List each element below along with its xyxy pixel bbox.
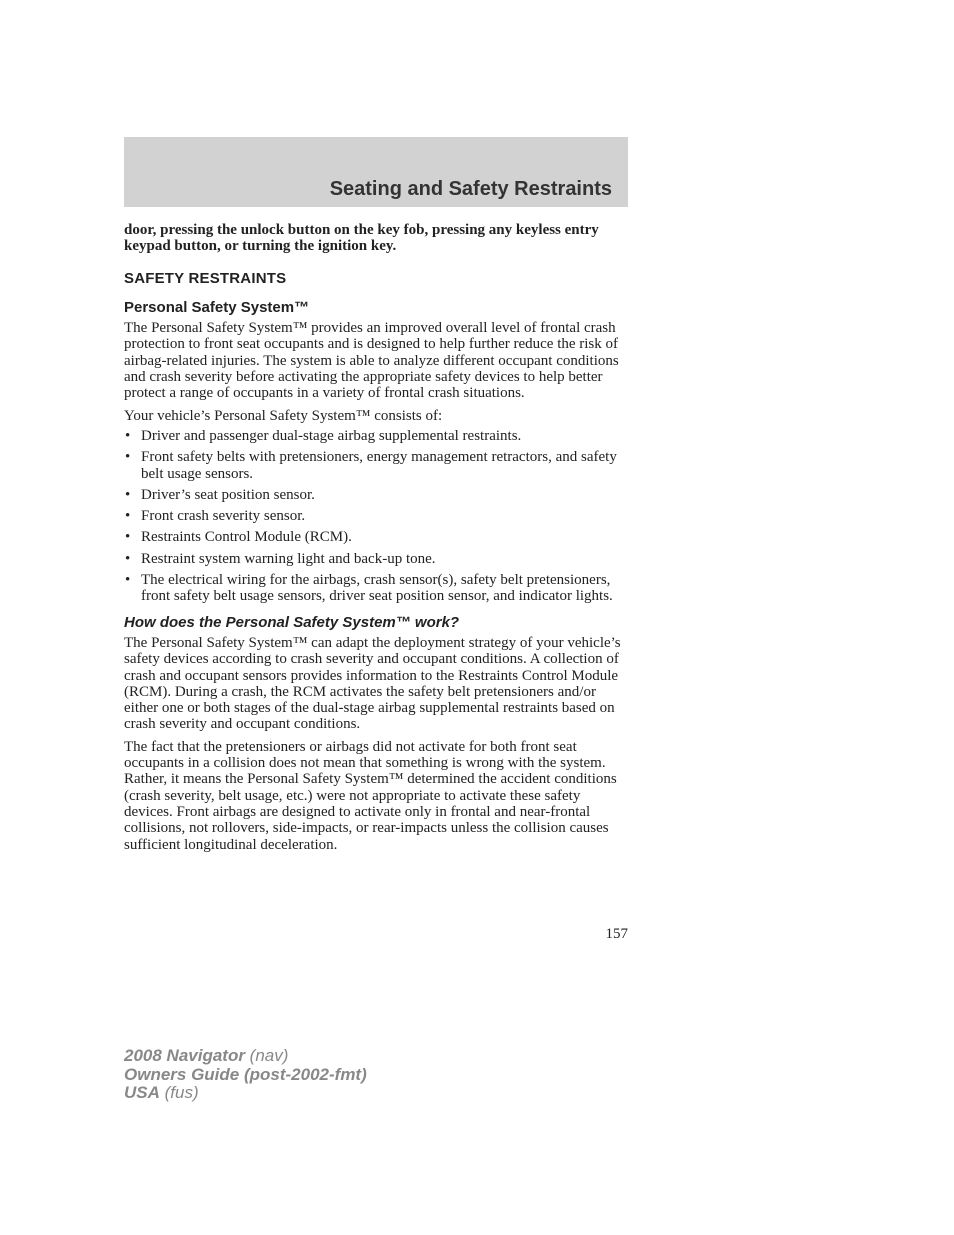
footer-line-3: USA (fus) xyxy=(124,1083,199,1102)
list-item: • Driver’s seat position sensor. xyxy=(125,486,315,503)
footer-doc-info xyxy=(124,1047,367,1103)
component-list xyxy=(124,428,630,605)
list-item: • Restraint system warning light and back-up tone. xyxy=(125,550,436,567)
subheading-personal-safety-system: Personal Safety System™ xyxy=(124,298,310,316)
page-title: Seating and Safety Restraints xyxy=(329,178,612,200)
paragraph-intro: The Personal Safety System™ provides an improved overall level of frontal crash protection to front seat occupants and is designed to help further reduce the risk of airbag-related injuries. The system is able to analyze different occupant conditions and crash severity before activating the appropriate safety devices to help better protect a range of occupants in a variety of frontal crash situations. xyxy=(124,320,619,402)
bullet-icon: • xyxy=(125,529,131,546)
footer-line-1: 2008 Navigator (nav) xyxy=(124,1046,289,1065)
paragraph-consists-of: Your vehicle’s Personal Safety System™ consists of: xyxy=(124,407,443,424)
page-number: 157 xyxy=(605,926,628,942)
footer-line-2: Owners Guide (post-2002-fmt) xyxy=(124,1064,367,1084)
list-item: • Driver and passenger dual-stage airbag supplemental restraints. xyxy=(125,427,522,444)
header-band xyxy=(124,137,628,207)
section-heading: SAFETY RESTRAINTS xyxy=(124,269,287,287)
list-item: • The electrical wiring for the airbags, crash sensor(s), safety belt pretensioners, front safety belt usage sensors, driver seat position sensor, and indicator lights. xyxy=(125,572,613,605)
bullet-icon: • xyxy=(125,449,131,466)
bullet-icon: • xyxy=(125,550,131,567)
paragraph-how-it-works: The Personal Safety System™ can adapt the deployment strategy of your vehicle’s safety devices according to crash severity and occupant conditions. A collection of crash and occupant sensors provides information to the Restraints Control Module (RCM). During a crash, the RCM activates the safety belt pretensioners and/or either one or both stages of the dual-stage airbag supplemental restraints based on crash severity and occupant conditions. xyxy=(124,634,621,733)
bullet-icon: • xyxy=(125,572,131,589)
list-item: • Restraints Control Module (RCM). xyxy=(125,529,352,546)
lead-text: door, pressing the unlock button on the key fob, pressing any keyless entry keypad button, or turning the ignition key. xyxy=(124,222,599,255)
list-item: • Front safety belts with pretensioners, energy management retractors, and safety belt usage sensors. xyxy=(125,449,617,482)
page-content xyxy=(124,222,630,853)
bullet-icon: • xyxy=(125,427,131,444)
bullet-icon: • xyxy=(125,508,131,525)
subheading-how-it-works: How does the Personal Safety System™ work? xyxy=(124,613,460,631)
list-item: • Front crash severity sensor. xyxy=(125,508,306,525)
paragraph-activation-note: The fact that the pretensioners or airbags did not activate for both front seat occupants in a collision does not mean that something is wrong with the system. Rather, it means the Personal Safety System™ determined the accident conditions (crash severity, belt usage, etc.) were not appropriate to activate these safety devices. Front airbags are designed to activate only in frontal and near-frontal collisions, not rollovers, side-impacts, or rear-impacts unless the collision causes sufficient longitudinal deceleration. xyxy=(124,738,617,853)
bullet-icon: • xyxy=(125,486,131,503)
